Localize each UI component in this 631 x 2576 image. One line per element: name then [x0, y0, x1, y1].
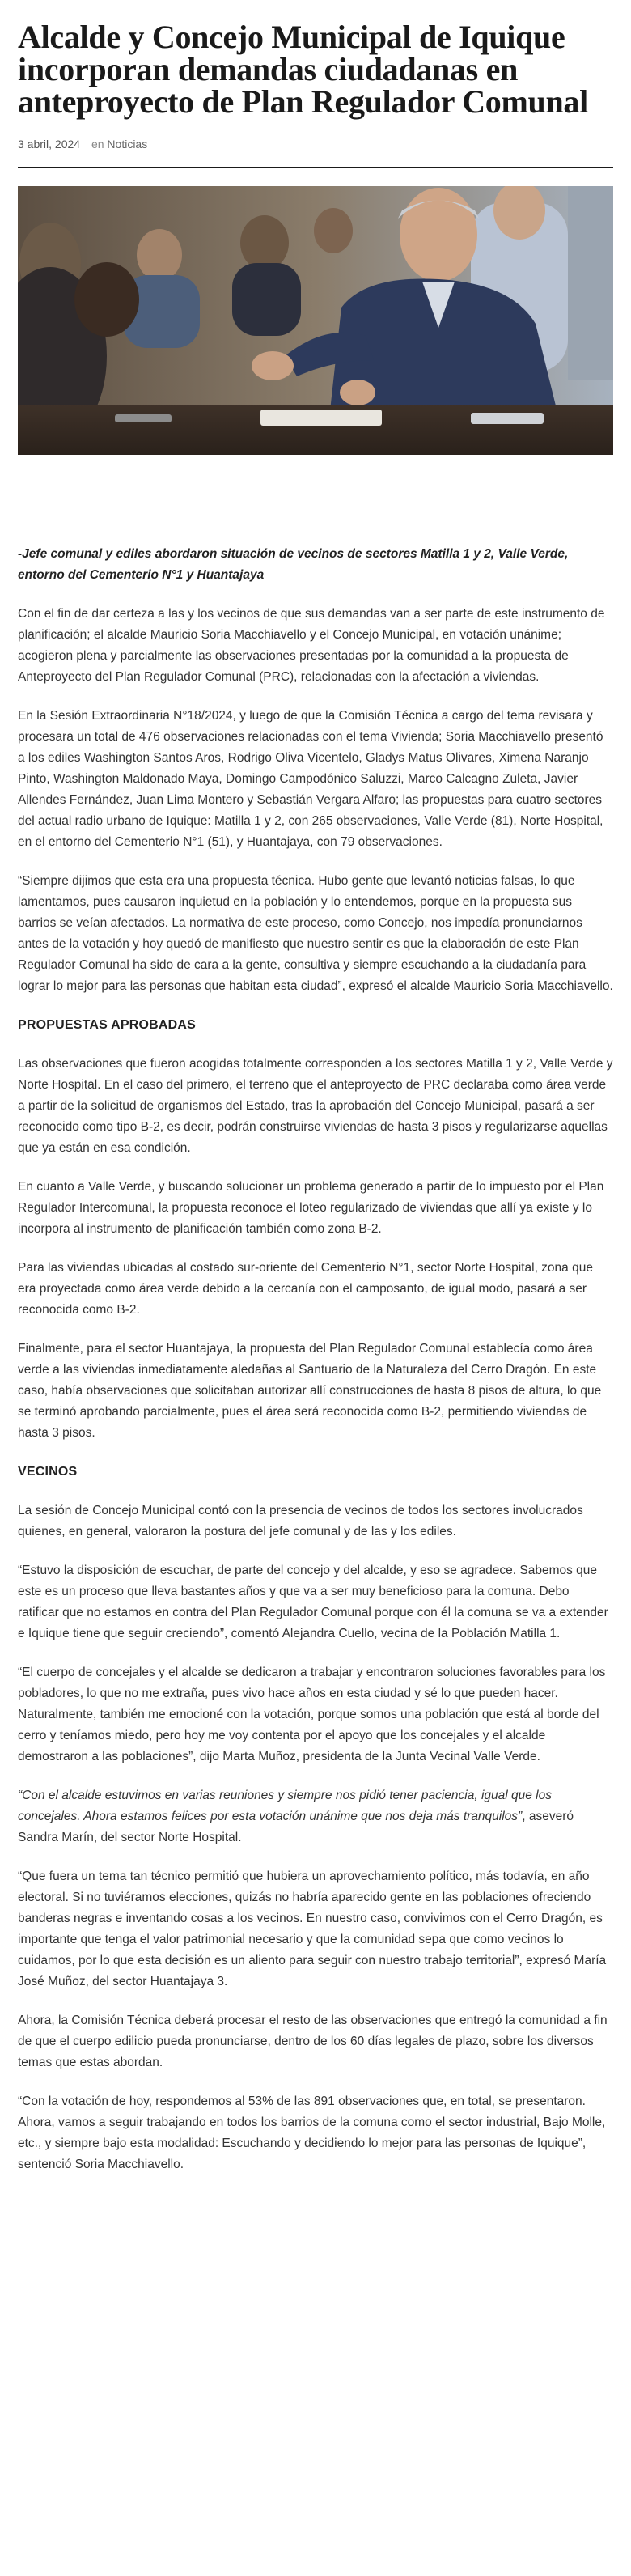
italic-quote: “Con el alcalde estuvimos en varias reuniones y siempre nos pidió tener paciencia, igual que los concejales. Ahora estamos felices por esta votación unánime que nos deja más tranquilos”	[18, 1789, 552, 1823]
quote-attribution: , aseveró Sandra Marín, del sector Norte Hospital.	[18, 1810, 574, 1844]
article-title: Alcalde y Concejo Municipal de Iquique incorporan demandas ciudadanas en anteproyecto de Plan Regulador Comunal	[18, 19, 588, 120]
paragraph: “Estuvo la disposición de escuchar, de parte del concejo y del alcalde, y eso se agradece. Sabemos que este es un proceso que lleva bastantes años y que va a ser muy beneficioso para la comuna. Debo ratificar que no estamos en contra del Plan Regulador Comunal porque con él la comuna se va a extender e Iquique tiene que seguir creciendo”, comentó Alejandra Cuello, vecina de la Población Matilla 1.	[18, 1564, 608, 1640]
section-heading-propuestas: PROPUESTAS APROBADAS	[18, 1018, 197, 1032]
paragraph: “El cuerpo de concejales y el alcalde se dedicaron a trabajar y encontraron soluciones favorables para los pobladores, lo que no me extraña, pues vivo hace años en esta ciudad y sé lo que pueden hacer. Naturalmente, también me emocioné con la votación, porque somos una población que está al borde del cerro y teníamos miedo, pero hoy me voy contenta por el apoyo que los concejales y el alcalde demostraron a las poblaciones”, dijo Marta Muñoz, presidenta de la Junta Vecinal Valle Verde.	[18, 1666, 606, 1763]
paragraph: “Siempre dijimos que esta era una propuesta técnica. Hubo gente que levantó noticias falsas, lo que lamentamos, pues causaron inquietud en la población y lo entendemos, porque en la propuesta sus barrios se veían afectados. La normativa de este proceso, como Concejo, nos impedía pronunciarnos antes de la votación y hoy quedó de manifiesto que nuestro sentir es que la elaboración de este Plan Regulador Comunal ha sido de cara a la gente, consultiva y siempre escuchando a la ciudadanía para lograr lo mejor para las personas que habitan esta ciudad”, expresó el alcalde Mauricio Soria Macchiavello.	[18, 874, 613, 993]
category-prefix: en	[91, 138, 104, 151]
publish-date: 3 abril, 2024	[18, 138, 81, 151]
paragraph: En la Sesión Extraordinaria N°18/2024, y luego de que la Comisión Técnica a cargo del tema revisara y procesara un total de 476 observaciones relacionadas con el tema Vivienda; Soria Macchiavello presentó a los ediles Washington Santos Aros, Rodrigo Oliva Vicentelo, Gladys Matus Olivares, Ximena Naranjo Pinto, Washington Maldonado Maya, Domingo Campodónico Saluzzi, Marco Calcagno Zuleta, Javier Allendes Fernández, Juan Lima Montero y Sebastián Vergara Alfaro; las propuestas para cuatro sectores del actual radio urbano de Iquique: Matilla 1 y 2, con 265 observaciones, Valle Verde (81), Norte Hospital, en el entorno del Cementerio N°1 (51), y Huantajaya, con 79 observaciones.	[18, 709, 603, 849]
paragraph: Ahora, la Comisión Técnica deberá procesar el resto de las observaciones que entregó la comunidad a fin de que el cuerpo edilicio pueda pronunciarse, dentro de los 60 días legales de plazo, sobre los diversos temas que estas abordan.	[18, 2014, 608, 2069]
section-heading-vecinos: VECINOS	[18, 1465, 78, 1479]
paragraph: Con el fin de dar certeza a las y los vecinos de que sus demandas van a ser parte de este instrumento de planificación; el alcalde Mauricio Soria Macchiavello y el Concejo Municipal, en votación unánime; acogieron plena y parcialmente las observaciones presentadas por la comunidad a la propuesta de Anteproyecto del Plan Regulador Comunal (PRC), relacionadas con la afectación a viviendas.	[18, 607, 605, 684]
paragraph: Finalmente, para el sector Huantajaya, la propuesta del Plan Regulador Comunal establecía como área verde a las viviendas inmediatamente aledañas al Santuario de la Naturaleza del Cerro Dragón. En este caso, había observaciones que solicitaban autorizar allí construcciones de hasta 8 pisos de altura, lo que se terminó aprobando parcialmente, pues el área será reconocida como B-2, permitiendo viviendas de hasta 3 pisos.	[18, 1342, 602, 1440]
paragraph: “Con la votación de hoy, respondemos al 53% de las 891 observaciones que, en total, se presentaron. Ahora, vamos a seguir trabajando en todos los barrios de la comuna como el sector industrial, Bajo Molle, etc., y siempre bajo esta modalidad: Escuchando y decidiendo lo mejor para las personas de Iquique”, sentenció Soria Macchiavello.	[18, 2094, 606, 2171]
paragraph: En cuanto a Valle Verde, y buscando solucionar un problema generado a partir de lo impuesto por el Plan Regulador Intercomunal, la propuesta reconoce el loteo regularizado de viviendas que allí ya existe y lo incorpora al instrumento de planificación también como zona B-2.	[18, 1180, 604, 1236]
category-link[interactable]: Noticias	[107, 138, 148, 151]
paragraph: Las observaciones que fueron acogidas totalmente corresponden a los sectores Matilla 1 y 2, Valle Verde y Norte Hospital. En el caso del primero, el terreno que el anteproyecto de PRC declaraba como área verde a partir de la solicitud de organismos del Estado, tras la aprobación del Concejo Municipal, pasará a ser reconocido como tipo B-2, es decir, podrán construirse viviendas de hasta 3 pisos y regularizarse aquellas que ya están en esa condición.	[18, 1057, 613, 1155]
article-body	[18, 544, 613, 2175]
paragraph: “Que fuera un tema tan técnico permitió que hubiera un aprovechamiento político, más todavía, en año electoral. Si no tuviéramos elecciones, quizás no habría aparecido gente en las poblaciones ofreciendo banderas negras e inventando cosas a los vecinos. En nuestro caso, convivimos con el Cerro Dragón, es importante que tenga el valor patrimonial necesario y que la comunidad sepa que como vecinos lo cuidamos, por lo que esta decisión es un aliento para seguir con nuestro trabajo territorial”, expresó María José Muñoz, del sector Huantajaya 3.	[18, 1869, 607, 1988]
paragraph	[18, 1785, 613, 1848]
article-meta	[18, 138, 613, 151]
paragraph: Para las viviendas ubicadas al costado sur-oriente del Cementerio N°1, sector Norte Hospital, zona que era proyectada como área verde debido a la cercanía con el camposanto, de igual modo, pasará a ser reconocida como B-2.	[18, 1261, 593, 1317]
article-lead: -Jefe comunal y ediles abordaron situación de vecinos de sectores Matilla 1 y 2, Valle Verde, entorno del Cementerio N°1 y Huantajaya	[18, 547, 569, 582]
featured-photo	[18, 186, 613, 455]
paragraph: La sesión de Concejo Municipal contó con la presencia de vecinos de todos los sectores involucrados quienes, en general, valoraron la postura del jefe comunal y de las y los ediles.	[18, 1504, 583, 1538]
title-divider	[18, 167, 613, 168]
article	[0, 21, 631, 2175]
